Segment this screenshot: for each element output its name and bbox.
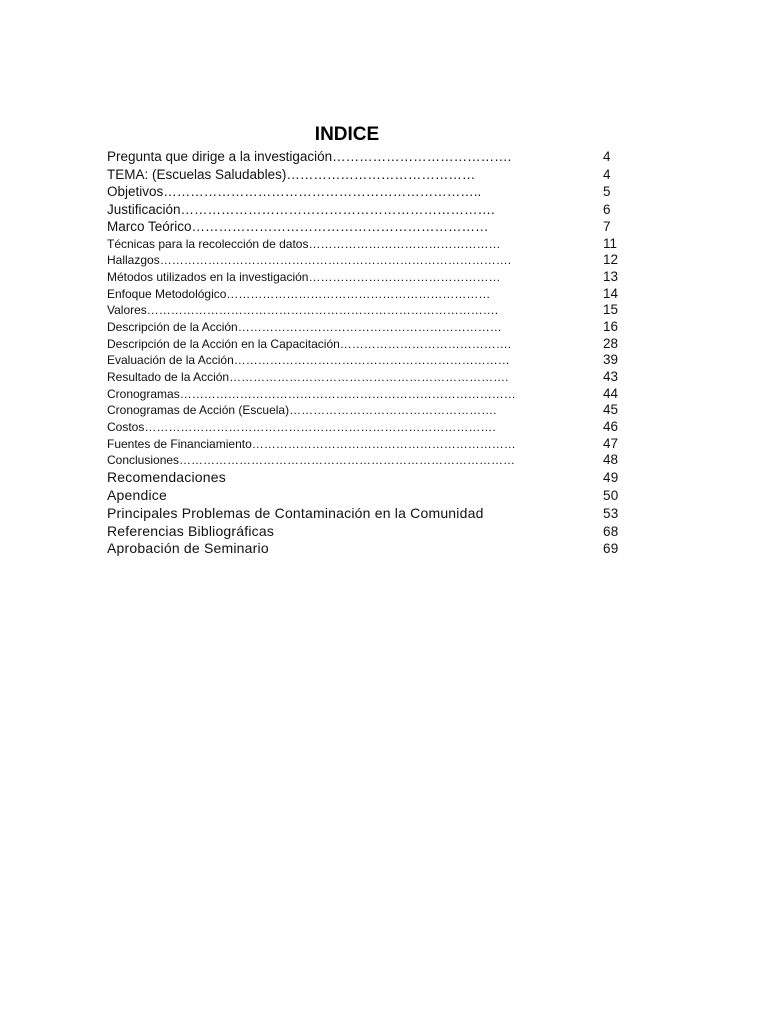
toc-entry-page-number: 15 (603, 302, 619, 318)
toc-entry-label: Técnicas para la recolección de datos………………………………………… (107, 236, 501, 251)
table-of-contents (107, 148, 627, 558)
toc-entry (107, 369, 627, 386)
toc-entry-label: Justificación……………………………………………………………. (107, 201, 495, 217)
toc-entry-page-number: 14 (603, 285, 619, 301)
toc-entry (107, 236, 627, 253)
toc-entry-page-number: 68 (603, 523, 619, 539)
toc-entry (107, 218, 627, 236)
toc-entry-page-number: 44 (603, 385, 619, 401)
toc-entry-label: Hallazgos……………………………………………………………………………. (107, 253, 512, 268)
toc-entry (107, 452, 627, 469)
toc-entry-page-number: 50 (603, 487, 619, 503)
toc-entry-label: Pregunta que dirige a la investigación…………………………………. (107, 149, 512, 164)
toc-entry-label: Evaluación de la Acción…………………………………………………………… (107, 353, 510, 368)
toc-entry-label: Apendice (107, 486, 167, 503)
toc-entry-label: Recomendaciones (107, 469, 226, 486)
toc-entry-page-number: 12 (603, 252, 619, 268)
toc-entry-label: Fuentes de Financiamiento………………………………………………………… (107, 436, 516, 451)
toc-entry (107, 352, 627, 369)
toc-entry-label: Marco Teórico………………………………………………………… (107, 219, 489, 234)
toc-entry-label: Cronogramas………………………………………………………………………… (107, 386, 516, 401)
toc-entry (107, 336, 627, 353)
toc-entry (107, 201, 627, 219)
toc-entry-label: Métodos utilizados en la investigación………………………………………… (107, 269, 501, 284)
toc-entry-label: Referencias Bibliográficas (107, 522, 275, 539)
toc-entry (107, 436, 627, 453)
toc-entry (107, 269, 627, 286)
toc-entry-label: Descripción de la Acción………………………………………………………… (107, 319, 502, 334)
toc-entry (107, 166, 627, 184)
toc-entry (107, 487, 627, 505)
toc-entry-label: Enfoque Metodológico………………………………………………………… (107, 286, 491, 301)
toc-entry-label: Objetivos…………………………………………………………….. (107, 184, 482, 199)
toc-entry-label: Conclusiones………………………………………………………………………… (107, 453, 516, 468)
toc-entry-page-number: 28 (603, 335, 619, 351)
toc-entry-page-number: 11 (603, 235, 618, 251)
toc-entry-page-number: 46 (603, 419, 619, 435)
toc-entry-page-number: 5 (603, 184, 611, 199)
toc-entry-page-number: 49 (603, 470, 619, 486)
toc-entry-page-number: 45 (603, 402, 619, 418)
toc-entry (107, 252, 627, 269)
toc-entry-page-number: 4 (603, 166, 611, 182)
toc-entry (107, 386, 627, 403)
toc-entry (107, 505, 627, 523)
toc-entry (107, 402, 627, 419)
toc-entry (107, 523, 627, 541)
toc-entry-page-number: 48 (603, 452, 619, 468)
toc-entry (107, 419, 627, 436)
toc-entry-page-number: 69 (603, 541, 619, 557)
toc-entry-page-number: 47 (603, 435, 619, 451)
toc-entry-label: Aprobación de Seminario (107, 540, 269, 557)
toc-entry-label: Descripción de la Acción en la Capacitación……………………………………. (107, 336, 512, 351)
toc-entry-page-number: 7 (603, 219, 611, 234)
toc-entry (107, 319, 627, 336)
toc-entry-label: Valores……………………………………………………………………………. (107, 303, 499, 318)
toc-entry-label: Principales Problemas de Contaminación en la Comunidad (107, 504, 484, 521)
toc-entry (107, 469, 627, 487)
toc-entry-page-number: 16 (603, 318, 619, 334)
toc-entry-page-number: 53 (603, 505, 619, 521)
toc-entry-page-number: 6 (603, 201, 611, 217)
toc-entry (107, 183, 627, 201)
toc-entry (107, 286, 627, 303)
toc-entry-page-number: 4 (603, 149, 611, 164)
toc-entry-label: TEMA: (Escuelas Saludables)…………………………………… (107, 166, 476, 182)
toc-entry-label: Cronogramas de Acción (Escuela)……………………………………………. (107, 403, 497, 418)
toc-entry-page-number: 39 (603, 352, 619, 368)
toc-entry (107, 148, 627, 166)
toc-entry (107, 302, 627, 319)
toc-entry-page-number: 13 (603, 268, 619, 284)
toc-entry-label: Resultado de la Acción……………………………………………………………. (107, 370, 509, 384)
toc-entry (107, 540, 627, 558)
page-title: INDICE (314, 124, 380, 145)
toc-entry-label: Costos……………………………………………………………………………. (107, 420, 496, 435)
toc-entry-page-number: 43 (603, 369, 619, 384)
